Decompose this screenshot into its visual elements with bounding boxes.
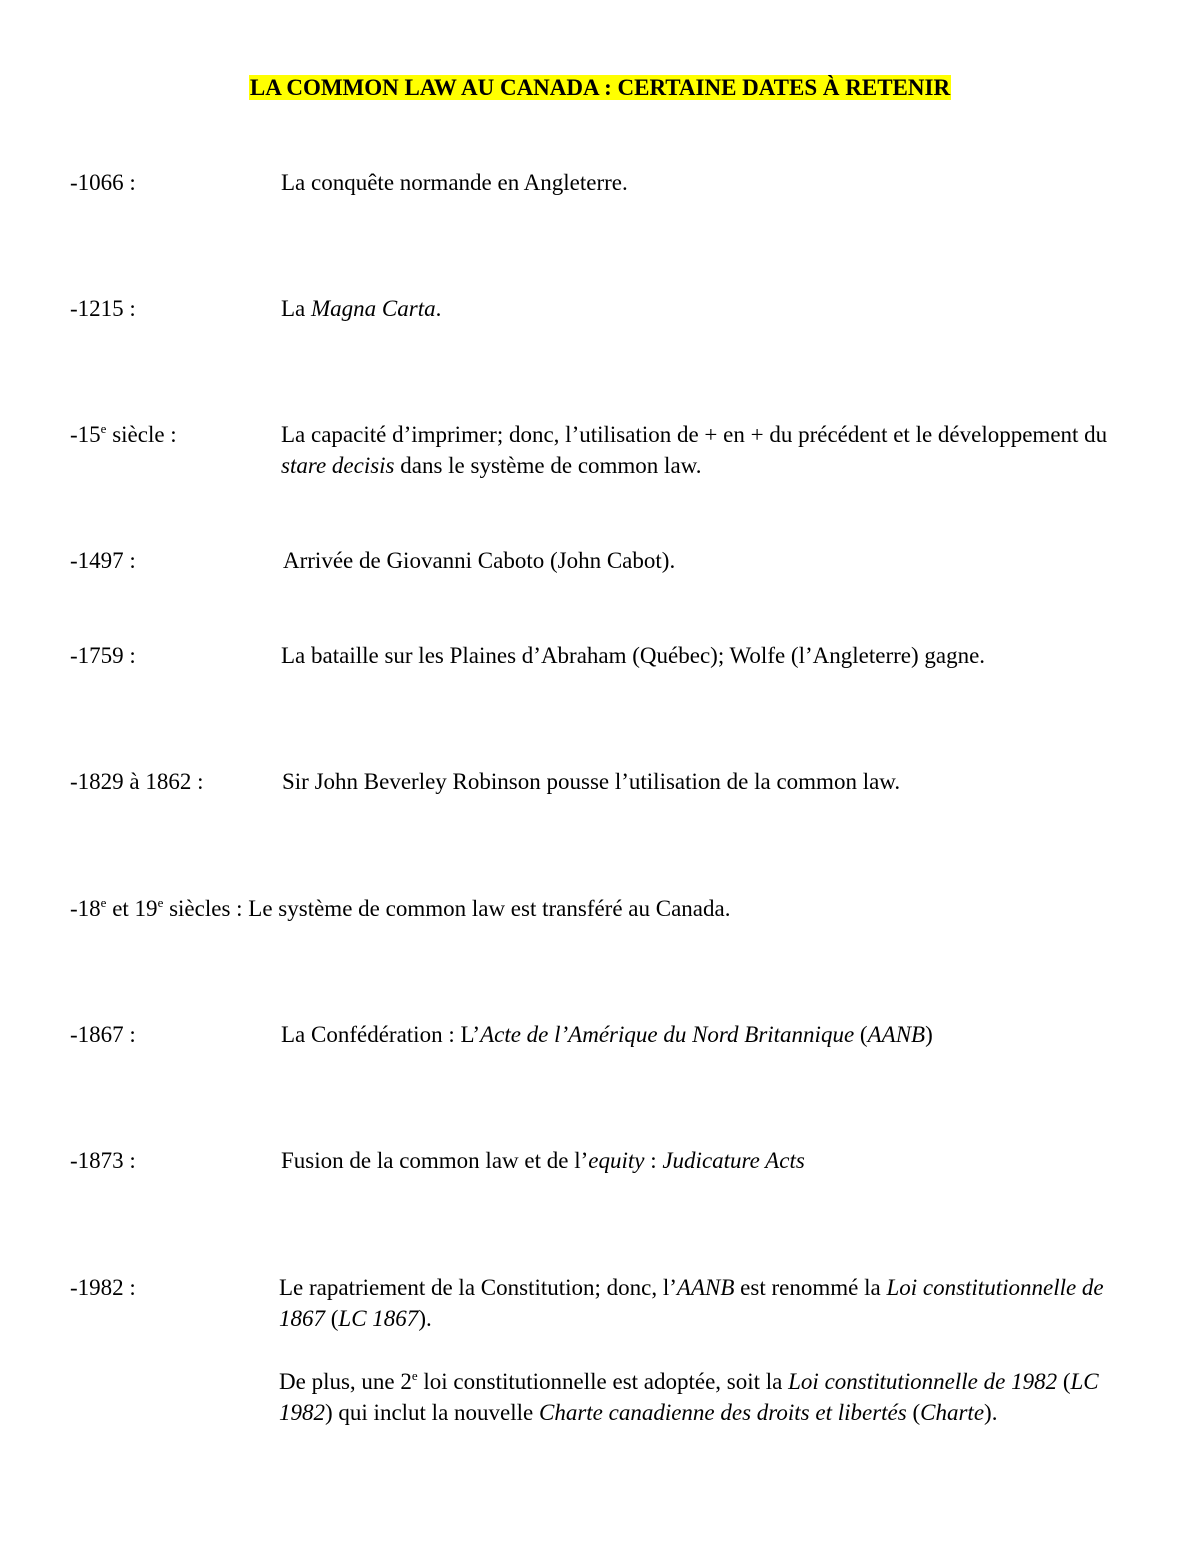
entry-line [70,893,730,924]
description-paragraph: La conquête normande en Angleterre. [281,170,628,195]
italic-text: Loi constitutionnelle de 1867 [279,1275,1104,1331]
entry-description [281,167,1131,198]
italic-text: Acte de l’Amérique du Nord Britannique [480,1022,855,1047]
italic-text: Judicature Acts [662,1148,805,1173]
document-title-text: LA COMMON LAW AU CANADA : CERTAINE DATES À RETENIR [249,75,951,100]
description-paragraph: La Magna Carta. [281,296,442,321]
italic-text: AANB [676,1275,735,1300]
entry-description: Le système de common law est transféré au Canada. [248,896,731,921]
entry-description [281,419,1131,481]
entry-description [281,293,1131,324]
italic-text: Charte [920,1400,985,1425]
superscript: e [100,421,107,436]
italic-text: stare decisis [281,453,395,478]
entry-date: -1873 : [70,1148,136,1173]
entry-description [283,545,1133,576]
italic-text: equity [588,1148,645,1173]
entry-description [281,640,1131,671]
entry-description [281,1145,1131,1176]
italic-text: LC 1982 [279,1369,1099,1425]
superscript: e [100,895,107,910]
description-paragraph: La capacité d’imprimer; donc, l’utilisation de + en + du précédent et le développement du stare decisis dans le système de common law. [281,422,1108,478]
entry-date: -18e et 19e siècles : [70,895,243,921]
italic-text: Magna Carta [311,296,436,321]
italic-text: Loi constitutionnelle de 1982 [788,1369,1058,1394]
italic-text: AANB [867,1022,926,1047]
description-paragraph: De plus, une 2e loi constitutionnelle est adoptée, soit la Loi constitutionnelle de 1982 (LC 1982) qui inclut la nouvelle Charte canadienne des droits et libertés (Charte). [279,1368,1099,1425]
description-paragraph: Arrivée de Giovanni Caboto (John Cabot). [283,548,676,573]
italic-text: Charte canadienne des droits et libertés [538,1400,907,1425]
document-title [0,73,1200,103]
entry-date: -15e siècle : [70,421,177,447]
superscript: e [157,895,164,910]
description-paragraph: Sir John Beverley Robinson pousse l’utilisation de la common law. [282,769,901,794]
entry-date: -1066 : [70,170,136,195]
entry-description [282,766,1132,797]
description-paragraph: La bataille sur les Plaines d’Abraham (Québec); Wolfe (l’Angleterre) gagne. [281,643,986,668]
entry-date: -1497 : [70,548,136,573]
entry-date: -1829 à 1862 : [70,769,204,794]
entry-date: -1867 : [70,1022,136,1047]
entry-description [279,1272,1129,1428]
superscript: e [411,1368,418,1383]
entry-date: -1215 : [70,296,136,321]
italic-text: LC 1867 [338,1306,419,1331]
description-paragraph: Le rapatriement de la Constitution; donc, l’AANB est renommé la Loi constitutionnelle de 1867 (LC 1867). [279,1275,1104,1331]
entry-date: -1759 : [70,643,136,668]
entry-date: -1982 : [70,1275,136,1300]
description-paragraph: La Confédération : L’Acte de l’Amérique du Nord Britannique (AANB) [281,1022,933,1047]
description-paragraph: Fusion de la common law et de l’equity : Judicature Acts [281,1148,805,1173]
entry-description [281,1019,1131,1050]
